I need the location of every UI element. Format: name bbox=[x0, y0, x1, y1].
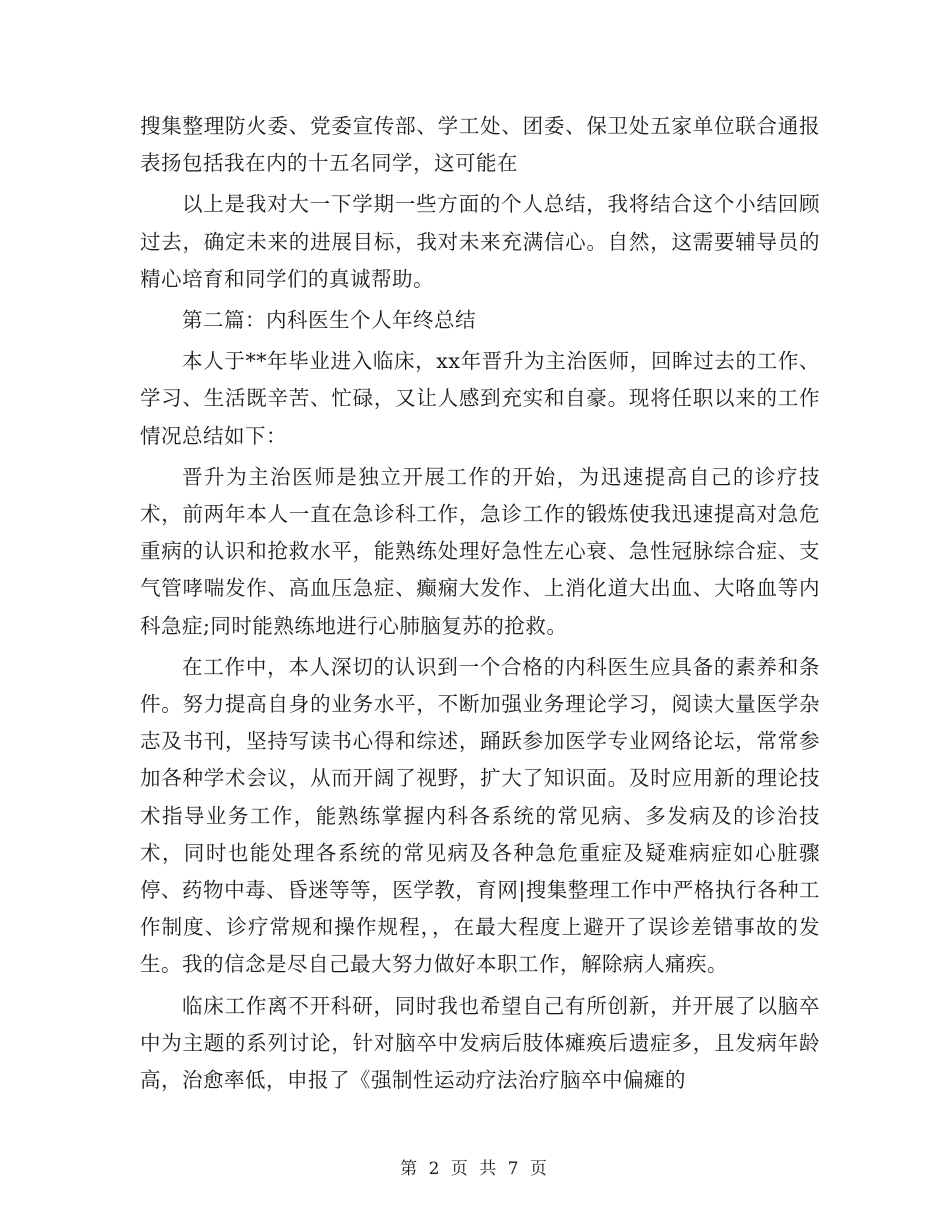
document-body bbox=[140, 108, 820, 1103]
page-number: 第 2 页 共 7 页 bbox=[400, 1159, 550, 1179]
paragraph-6: 临床工作离不开科研，同时我也希望自己有所创新，并开展了以脑卒中为主题的系列讨论，针对脑卒中发病后肢体瘫痪后遗症多，且发病年龄高，治愈率低，申报了《强制性运动疗法治疗脑卒中偏瘫的 bbox=[140, 993, 820, 1093]
section-heading: 第二篇：内科医生个人年终总结 bbox=[182, 308, 476, 333]
paragraph-5: 在工作中，本人深切的认识到一个合格的内科医生应具备的素养和条件。努力提高自身的业务水平，不断加强业务理论学习，阅读大量医学杂志及书刊，坚持写读书心得和综述，踊跃参加医学专业网络论坛，常常参加各种学术会议，从而开阔了视野，扩大了知识面。及时应用新的理论技术指导业务工作，能熟练掌握内科各系统的常见病、多发病及的诊治技术，同时也能处理各系统的常见病及各种急危重症及疑难病症如心脏骤停、药物中毒、昏迷等等，医学教，育网|搜集整理工作中严格执行各种工作制度、诊疗常规和操作规程，，在最大程度上避开了误诊差错事故的发生。我的信念是尽自己最大努力做好本职工作，解除病人痛疾。 bbox=[140, 654, 820, 977]
paragraph-1: 搜集整理防火委、党委宣传部、学工处、团委、保卫处五家单位联合通报表扬包括我在内的十五名同学，这可能在 bbox=[140, 114, 820, 176]
paragraph-3: 本人于**年毕业进入临床，xx年晋升为主治医师，回眸过去的工作、学习、生活既辛苦、忙碌，又让人感到充实和自豪。现将任职以来的工作情况总结如下： bbox=[140, 349, 820, 448]
paragraph-4: 晋升为主治医师是独立开展工作的开始，为迅速提高自己的诊疗技术，前两年本人一直在急诊科工作，急诊工作的锻炼使我迅速提高对急危重病的认识和抢救水平，能熟练处理好急性左心衰、急性冠脉综合症、支气管哮喘发作、高血压急症、癫痫大发作、上消化道大出血、大咯血等内科急症;同时能熟练地进行心肺脑复苏的抢救。 bbox=[140, 464, 820, 638]
paragraph-2: 以上是我对大一下学期一些方面的个人总结，我将结合这个小结回顾过去，确定未来的进展目标，我对未来充满信心。自然，这需要辅导员的精心培育和同学们的真诚帮助。 bbox=[140, 192, 820, 291]
